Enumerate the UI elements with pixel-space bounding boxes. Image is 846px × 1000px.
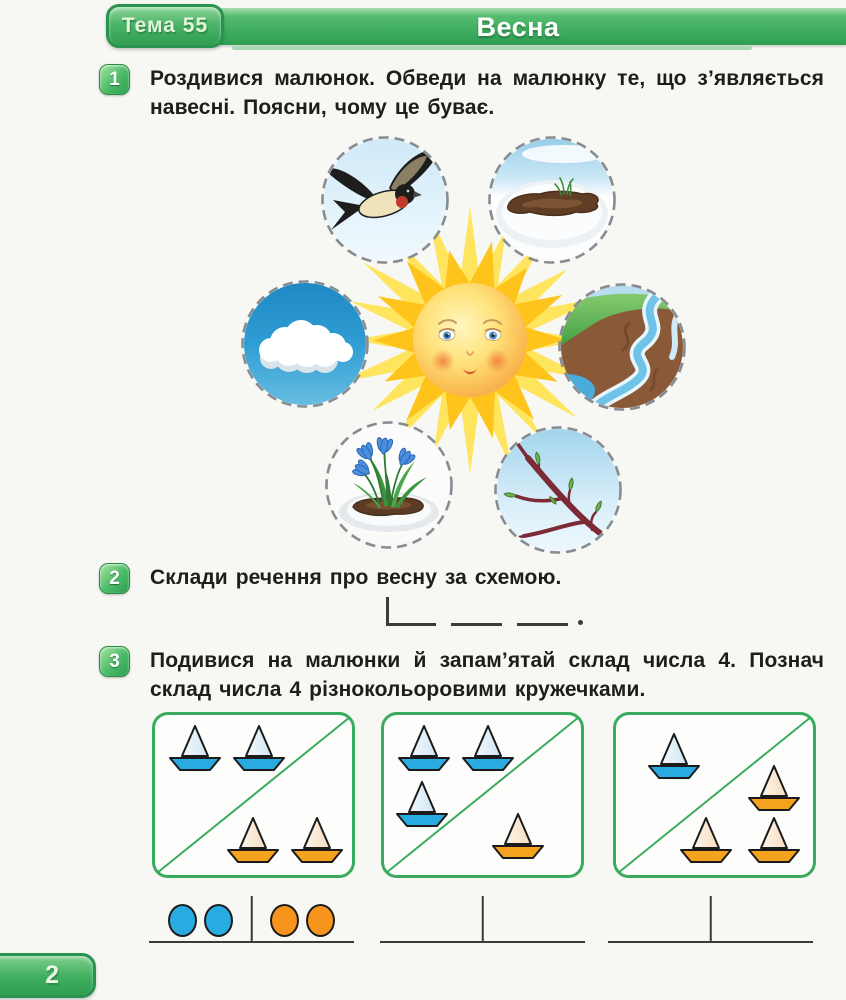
answer-circle-blue	[204, 904, 233, 937]
task-2-number-badge: 2	[99, 563, 130, 594]
answer-circle-blue	[168, 904, 197, 937]
sentence-scheme-period	[578, 620, 583, 625]
boat-orange	[490, 813, 546, 859]
answer-row-1-left-slot[interactable]	[149, 896, 252, 941]
answer-row-3[interactable]	[608, 896, 813, 946]
page-title: Весна	[476, 12, 560, 42]
sentence-scheme-word-mark	[451, 623, 502, 626]
sentence-scheme	[386, 597, 583, 626]
boat-blue	[167, 725, 223, 771]
answer-row-2-right-slot[interactable]	[483, 896, 586, 941]
topic-badge-label: Тема 55	[121, 14, 209, 37]
circle-item-snowdrops[interactable]	[322, 418, 456, 552]
circle-item-stream[interactable]	[555, 280, 689, 414]
boat-blue	[396, 725, 452, 771]
answer-row-baseline	[380, 941, 585, 944]
answer-circle-orange	[306, 904, 335, 937]
answer-row-1[interactable]	[149, 896, 354, 946]
boat-orange	[678, 817, 734, 863]
boat-blue	[646, 733, 702, 779]
circle-item-budding-branch[interactable]	[491, 423, 625, 557]
boat-blue	[231, 725, 287, 771]
circle-item-cloud[interactable]	[238, 277, 372, 411]
answer-row-divider	[709, 896, 712, 943]
number-composition-box-3	[613, 712, 816, 878]
sun-face	[413, 283, 527, 397]
answer-circle-orange	[270, 904, 299, 937]
answer-row-baseline	[149, 941, 354, 944]
sentence-scheme-word-mark	[517, 623, 568, 626]
task-3-number-badge: 3	[99, 646, 130, 677]
circle-item-thawed-patch[interactable]	[485, 133, 619, 267]
topic-badge	[106, 4, 224, 48]
number-composition-box-2	[381, 712, 584, 878]
sentence-scheme-first-word-mark	[386, 597, 436, 626]
task-1-text: Роздивися малюнок. Обведи на малюнку те, що з’являється навесні. Поясни, чому це буває.	[150, 67, 824, 119]
boat-orange	[746, 765, 802, 811]
task-2-text: Склади речення про весну за схемою.	[150, 566, 562, 589]
boat-blue	[394, 781, 450, 827]
page-number: 2	[45, 961, 59, 989]
page-number-badge	[0, 953, 96, 998]
number-composition-box-1	[152, 712, 355, 878]
answer-row-divider	[481, 896, 484, 943]
boat-orange	[225, 817, 281, 863]
answer-row-3-left-slot[interactable]	[608, 896, 711, 941]
answer-row-divider	[250, 896, 253, 943]
header-underline	[232, 46, 752, 50]
answer-row-2-left-slot[interactable]	[380, 896, 483, 941]
boat-orange	[746, 817, 802, 863]
answer-row-baseline	[608, 941, 813, 944]
task-1-number-badge: 1	[99, 64, 130, 95]
boat-orange	[289, 817, 345, 863]
boat-blue	[460, 725, 516, 771]
answer-row-2[interactable]	[380, 896, 585, 946]
answer-row-3-right-slot[interactable]	[711, 896, 814, 941]
answer-row-1-right-slot[interactable]	[252, 896, 355, 941]
task-3-text: Подивися на малюнки й запам’ятай склад числа 4. Познач склад числа 4 різнокольоровими кружечками.	[150, 649, 824, 701]
circle-item-swallow[interactable]	[318, 133, 452, 267]
